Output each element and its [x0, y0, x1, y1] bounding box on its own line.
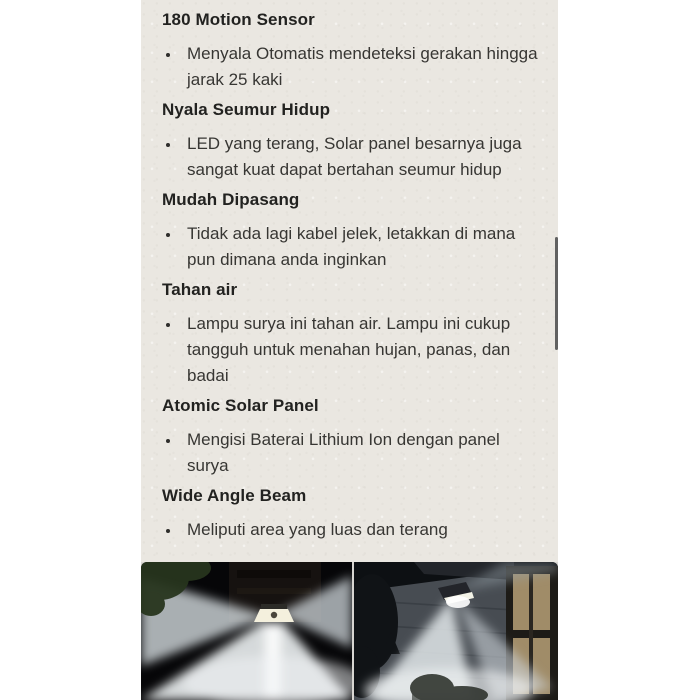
- bullet-item: • Menyala Otomatis mendeteksi gerakan hingga jarak 25 kaki: [181, 41, 542, 93]
- section-heading: Wide Angle Beam: [162, 486, 307, 505]
- section-heading: Nyala Seumur Hidup: [162, 100, 331, 119]
- section-heading: Mudah Dipasang: [162, 190, 300, 209]
- product-photo-left[interactable]: [141, 562, 352, 700]
- bullet-item: • Lampu surya ini tahan air. Lampu ini cukup tangguh untuk menahan hujan, panas, dan badai: [181, 311, 542, 389]
- section-bullets: [162, 311, 542, 389]
- description-sections: [141, 0, 558, 543]
- wall-light-beams-illustration: [141, 562, 352, 700]
- section-bullets: [162, 517, 542, 543]
- section-heading: Atomic Solar Panel: [162, 396, 319, 415]
- section-bullets: [162, 41, 542, 93]
- bullet-item: • Meliputi area yang luas dan terang: [181, 517, 542, 543]
- bullet-item: • Mengisi Baterai Lithium Ion dengan panel surya: [181, 427, 542, 479]
- product-photos: [141, 562, 558, 700]
- section-bullets: [162, 221, 542, 273]
- product-photo-right[interactable]: [354, 562, 558, 700]
- wall-light-patio-illustration: [354, 562, 558, 700]
- bullet-item: • Tidak ada lagi kabel jelek, letakkan di mana pun dimana anda inginkan: [181, 221, 542, 273]
- section-heading: 180 Motion Sensor: [162, 10, 315, 29]
- section-heading: Tahan air: [162, 280, 238, 299]
- section-bullets: [162, 131, 542, 183]
- section-bullets: [162, 427, 542, 479]
- bullet-item: • LED yang terang, Solar panel besarnya juga sangat kuat dapat bertahan seumur hidup: [181, 131, 542, 183]
- scrollbar-thumb[interactable]: [555, 237, 558, 350]
